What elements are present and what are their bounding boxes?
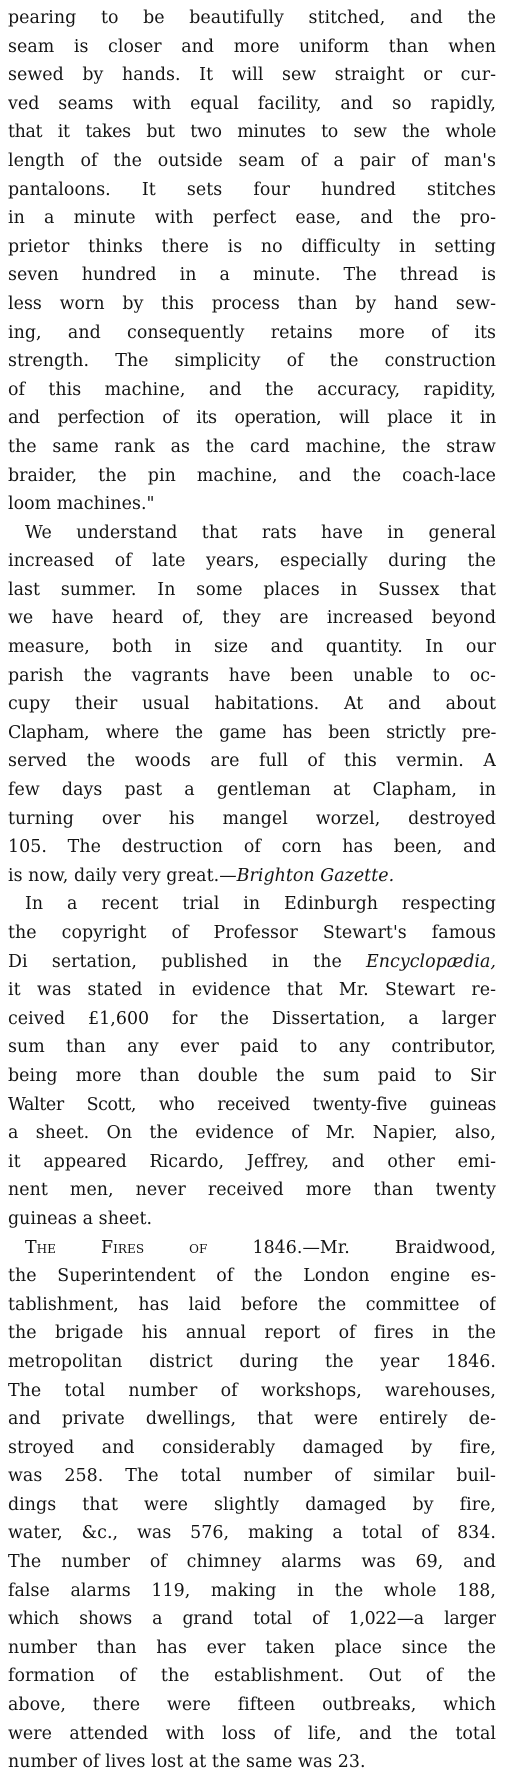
text-line — [8, 547, 496, 576]
text-segment: sum than any ever paid to any contributor, — [8, 1037, 496, 1058]
text-segment: Clapham, where the game has been strictly pre- — [8, 722, 496, 743]
text-line — [8, 1377, 496, 1406]
text-line — [8, 948, 496, 977]
text-segment: measure, both in size and quantity. In our — [8, 637, 496, 658]
text-line — [8, 61, 496, 90]
text-line — [8, 347, 496, 376]
text-line — [8, 519, 496, 548]
text-segment: the brigade his annual report of fires in the — [8, 1323, 496, 1344]
text-segment: water, &c., was 576, making a total of 834. — [8, 1523, 496, 1544]
text-line — [8, 204, 496, 233]
text-segment: parish the vagrants have been unable to oc- — [8, 665, 496, 686]
text-line — [8, 1319, 496, 1348]
text-segment: cupy their usual habitations. At and about — [8, 694, 496, 715]
text-segment: were attended with loss of life, and the total — [8, 1723, 496, 1744]
text-line — [8, 1491, 496, 1520]
text-line — [8, 1119, 496, 1148]
text-segment: sewed by hands. It will sew straight or cur- — [8, 65, 496, 86]
italic-text: Encyclopædia, — [366, 951, 496, 972]
text-segment: ing, and consequently retains more of its — [8, 322, 496, 343]
text-segment: that it takes but two minutes to sew the whole — [8, 122, 496, 143]
text-line — [8, 118, 496, 147]
text-segment: served the woods are full of this vermin. A — [8, 751, 496, 772]
text-line — [8, 4, 496, 33]
text-line — [8, 662, 496, 691]
text-line — [8, 319, 496, 348]
text-segment: The total number of workshops, warehouses, — [8, 1380, 496, 1401]
text-line — [8, 805, 496, 834]
text-segment: strength. The simplicity of the construction — [8, 351, 496, 372]
text-segment: stroyed and considerably damaged by fire, — [8, 1437, 496, 1458]
text-segment: the Superintendent of the London engine es- — [8, 1266, 496, 1287]
text-segment: length of the outside seam of a pair of man's — [8, 150, 496, 171]
text-line — [8, 1748, 496, 1777]
text-line — [8, 1062, 496, 1091]
text-segment: it was stated in evidence that Mr. Stewart re- — [8, 980, 496, 1001]
text-segment: dings that were slightly damaged by fire, — [8, 1494, 496, 1515]
text-line — [8, 890, 496, 919]
text-line — [8, 1234, 496, 1263]
text-segment: In a recent trial in Edinburgh respecting — [25, 894, 496, 915]
text-segment: a sheet. On the evidence of Mr. Napier, also, — [8, 1123, 496, 1144]
text-segment: Di sertation, published in the — [8, 951, 367, 972]
text-line — [8, 1005, 496, 1034]
text-segment: number of lives lost at the same was 23. — [8, 1752, 366, 1773]
text-line — [8, 1434, 496, 1463]
text-line — [8, 147, 496, 176]
text-line — [8, 1634, 496, 1663]
text-segment: the same rank as the card machine, the straw — [8, 436, 496, 457]
text-segment: number than has ever taken place since the — [8, 1637, 496, 1658]
text-segment: Walter Scott, who received twenty-five guineas — [8, 1094, 496, 1115]
text-line — [8, 1548, 496, 1577]
text-line — [8, 1605, 496, 1634]
text-line — [8, 1691, 496, 1720]
text-line — [8, 490, 496, 519]
text-segment: tablishment, has laid before the committee of — [8, 1294, 496, 1315]
text-line — [8, 976, 496, 1005]
text-line — [8, 633, 496, 662]
text-line — [8, 1205, 496, 1234]
text-line — [8, 862, 496, 891]
text-line — [8, 1462, 496, 1491]
text-segment: is now, daily very great.— — [8, 865, 237, 886]
text-line — [8, 1348, 496, 1377]
text-segment: formation of the establishment. Out of the — [8, 1666, 496, 1687]
text-segment: last summer. In some places in Sussex that — [8, 579, 496, 600]
text-segment: false alarms 119, making in the whole 188, — [8, 1580, 496, 1601]
text-segment: guineas a sheet. — [8, 1208, 153, 1229]
text-line — [8, 1405, 496, 1434]
text-segment: in a minute with perfect ease, and the pro- — [8, 208, 496, 229]
text-line — [8, 261, 496, 290]
text-segment: metropolitan district during the year 1846. — [8, 1351, 496, 1372]
text-line — [8, 1662, 496, 1691]
copyright-paragraph — [8, 890, 496, 1233]
text-line — [8, 719, 496, 748]
text-line — [8, 176, 496, 205]
text-line — [8, 747, 496, 776]
text-line — [8, 404, 496, 433]
text-segment: 1846.—Mr. Braidwood, — [207, 1237, 496, 1258]
text-segment: 105. The destruction of corn has been, and — [8, 837, 496, 858]
text-line — [8, 1291, 496, 1320]
text-segment: being more than double the sum paid to Sir — [8, 1065, 496, 1086]
text-segment: The number of chimney alarms was 69, and — [8, 1552, 496, 1573]
text-segment: We understand that rats have in general — [25, 522, 496, 543]
text-segment: ceived £1,600 for the Dissertation, a larger — [8, 1008, 496, 1029]
text-segment: pantaloons. It sets four hundred stitches — [8, 179, 496, 200]
text-segment: it appeared Ricardo, Jeffrey, and other emi- — [8, 1151, 496, 1172]
text-segment: loom machines." — [8, 494, 155, 515]
small-caps-heading: The Fires of — [25, 1237, 208, 1258]
text-segment: of this machine, and the accuracy, rapidity, — [8, 379, 496, 400]
text-line — [8, 462, 496, 491]
text-segment: prietor thinks there is no difficulty in setting — [8, 236, 496, 257]
text-line — [8, 1176, 496, 1205]
fires-paragraph — [8, 1234, 496, 1777]
text-line — [8, 33, 496, 62]
text-segment: the copyright of Professor Stewart's famous — [8, 923, 496, 943]
text-segment: was 258. The total number of similar buil- — [8, 1466, 496, 1487]
text-line — [8, 1091, 496, 1120]
text-segment: increased of late years, especially during the — [8, 551, 496, 572]
text-segment: we have heard of, they are increased beyond — [8, 608, 496, 629]
text-segment: less worn by this process than by hand sew- — [8, 293, 496, 314]
text-line — [8, 1577, 496, 1606]
sewing-machine-paragraph — [8, 4, 496, 519]
text-segment: braider, the pin machine, and the coach-lace — [8, 465, 496, 486]
text-segment: pearing to be beautifully stitched, and the — [8, 8, 496, 28]
text-line — [8, 290, 496, 319]
text-segment: ved seams with equal facility, and so rapidly, — [8, 93, 496, 114]
text-segment: which shows a grand total of 1,022—a larger — [8, 1609, 496, 1630]
text-line — [8, 1033, 496, 1062]
text-line — [8, 376, 496, 405]
text-line — [8, 233, 496, 262]
article-column — [8, 4, 496, 1777]
text-segment: and private dwellings, that were entirely de- — [8, 1409, 496, 1430]
text-segment: turning over his mangel worzel, destroyed — [8, 808, 496, 829]
text-line — [8, 919, 496, 948]
text-line — [8, 576, 496, 605]
italic-text: Brighton Gazette. — [236, 865, 395, 886]
text-line — [8, 1148, 496, 1177]
text-line — [8, 1262, 496, 1291]
text-line — [8, 604, 496, 633]
text-line — [8, 1519, 496, 1548]
text-segment: seven hundred in a minute. The thread is — [8, 265, 496, 286]
text-line — [8, 90, 496, 119]
text-line — [8, 776, 496, 805]
text-line — [8, 690, 496, 719]
text-line — [8, 833, 496, 862]
text-segment: nent men, never received more than twenty — [8, 1180, 496, 1201]
text-line — [8, 433, 496, 462]
text-segment: few days past a gentleman at Clapham, in — [8, 780, 496, 801]
text-segment: seam is closer and more uniform than when — [8, 36, 496, 57]
rats-paragraph — [8, 519, 496, 891]
text-segment: and perfection of its operation, will place it in — [8, 408, 496, 429]
text-segment: above, there were fifteen outbreaks, which — [8, 1695, 496, 1716]
text-line — [8, 1720, 496, 1749]
